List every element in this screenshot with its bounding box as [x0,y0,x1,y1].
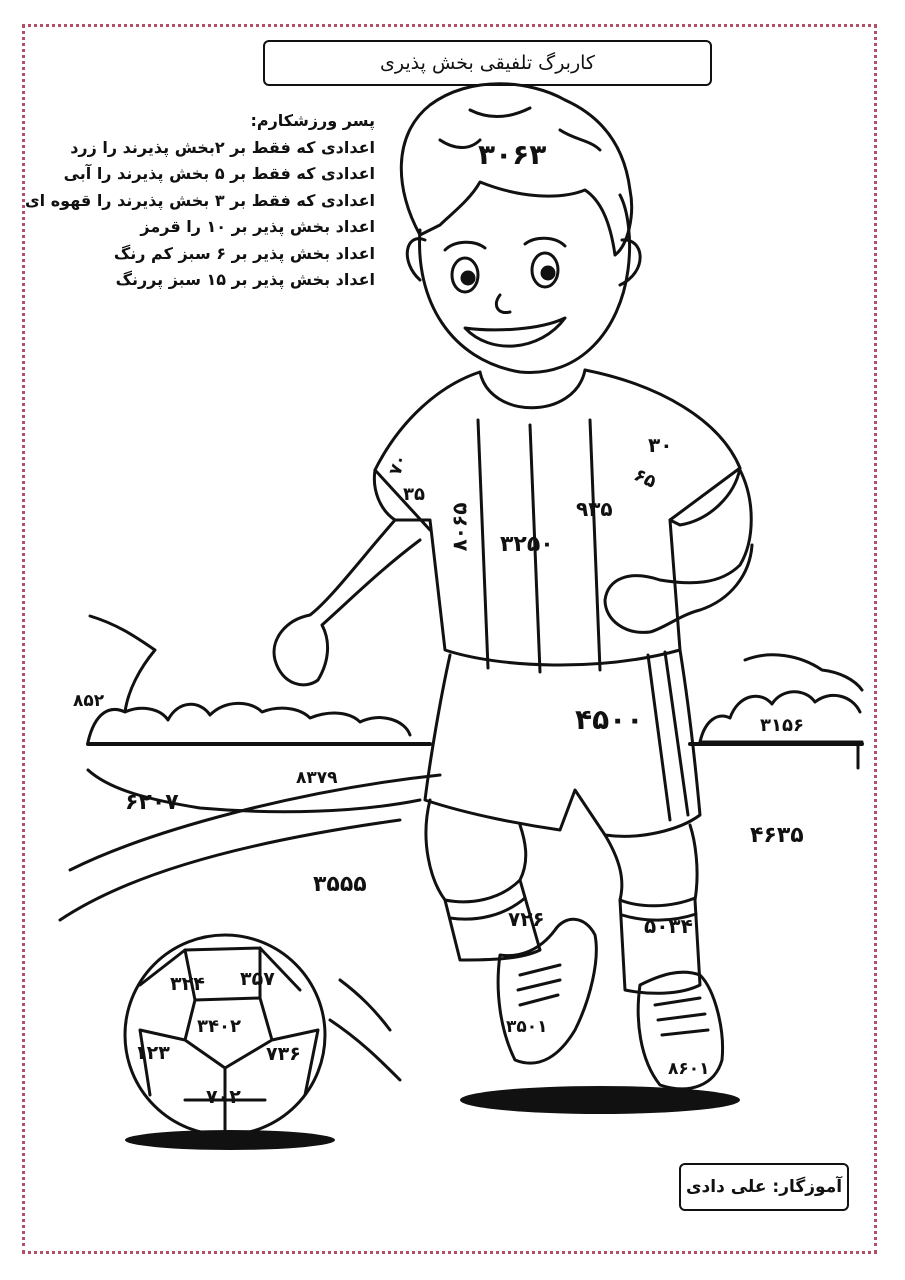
number-sleeve-right-top: ۳۰ [648,433,673,457]
shoe-right-laces [655,998,708,1035]
number-shoe-left: ۳۵۰۱ [506,1017,548,1037]
number-shoe-right: ۸۶۰۱ [668,1059,710,1079]
number-hair: ۳۰۶۳ [478,138,547,171]
teacher-credit [679,1163,849,1211]
left-hills [88,616,410,742]
brows [445,238,565,250]
track-line-left [60,820,400,920]
number-hill-right: ۳۱۵۶ [760,715,804,736]
number-sock-left: ۷۲۶ [508,907,545,931]
number-shirt-right: ۹۳۵ [576,497,613,521]
mouth [465,318,565,346]
number-ball-right: ۷۳۶ [266,1043,301,1065]
number-shorts: ۴۵۰۰ [575,703,644,736]
number-track-top: ۸۳۷۹ [296,768,338,788]
number-ball-top-right: ۳۵۷ [240,968,275,990]
teacher-credit-text: آموزگار: علی دادی [685,1177,843,1197]
instruction-line: اعداد بخش پذیر بر ۱۰ را قرمز [140,217,375,236]
number-ball-left: ۱۲۳ [135,1042,170,1064]
number-shirt-center: ۳۲۵۰ [500,532,554,557]
shoe-left [498,919,596,1063]
number-ball-center: ۳۴۰۲ [197,1016,241,1037]
shirt-outline [374,370,740,665]
number-sleeve-left-bottom: ۳۵ [403,484,425,505]
arm-left [274,520,420,685]
ball-shadow [125,1130,335,1150]
number-ball-bottom: ۷۰۲ [206,1086,241,1108]
number-hill-left: ۸۵۲ [73,691,105,711]
motion-lines [330,980,400,1080]
player-shadow [460,1086,740,1114]
shoe-left-laces [518,965,560,1005]
number-sock-right: ۵۰۳۴ [644,914,693,938]
number-shirt-stripe: ۸۰۶۵ [447,502,472,552]
worksheet-title-text: کاربرگ تلفیقی بخش پذیری [380,52,595,74]
instruction-line: اعدادی که فقط بر ۳ بخش پذیرند را قهوه ای [25,190,375,210]
nose [496,295,510,313]
instructions-heading: پسر ورزشکارم: [250,111,375,130]
instruction-line: اعداد بخش پذیر بر ۱۵ سبز پررنگ [115,270,375,289]
number-sleeve-right-bottom: ۶۵ [630,464,660,493]
number-sleeve-left-top: ۷۰ [385,451,412,479]
number-ground-center: ۳۵۵۵ [313,872,367,897]
collar [480,370,585,408]
number-track-left: ۶۲۰۷ [125,790,179,815]
instruction-line: اعدادی که فقط بر ۵ بخش پذیرند را آبی [63,164,375,183]
leg-right [605,825,700,993]
number-ball-top-left: ۳۲۴ [170,973,205,995]
instruction-line: اعداد بخش پذیر بر ۶ سبز کم رنگ [113,243,375,263]
shorts-stripe [648,652,688,820]
instruction-line: اعدادی که فقط بر ۲بخش پذیرند را زرد [70,137,375,157]
number-ground-right: ۴۶۳۵ [750,823,804,848]
